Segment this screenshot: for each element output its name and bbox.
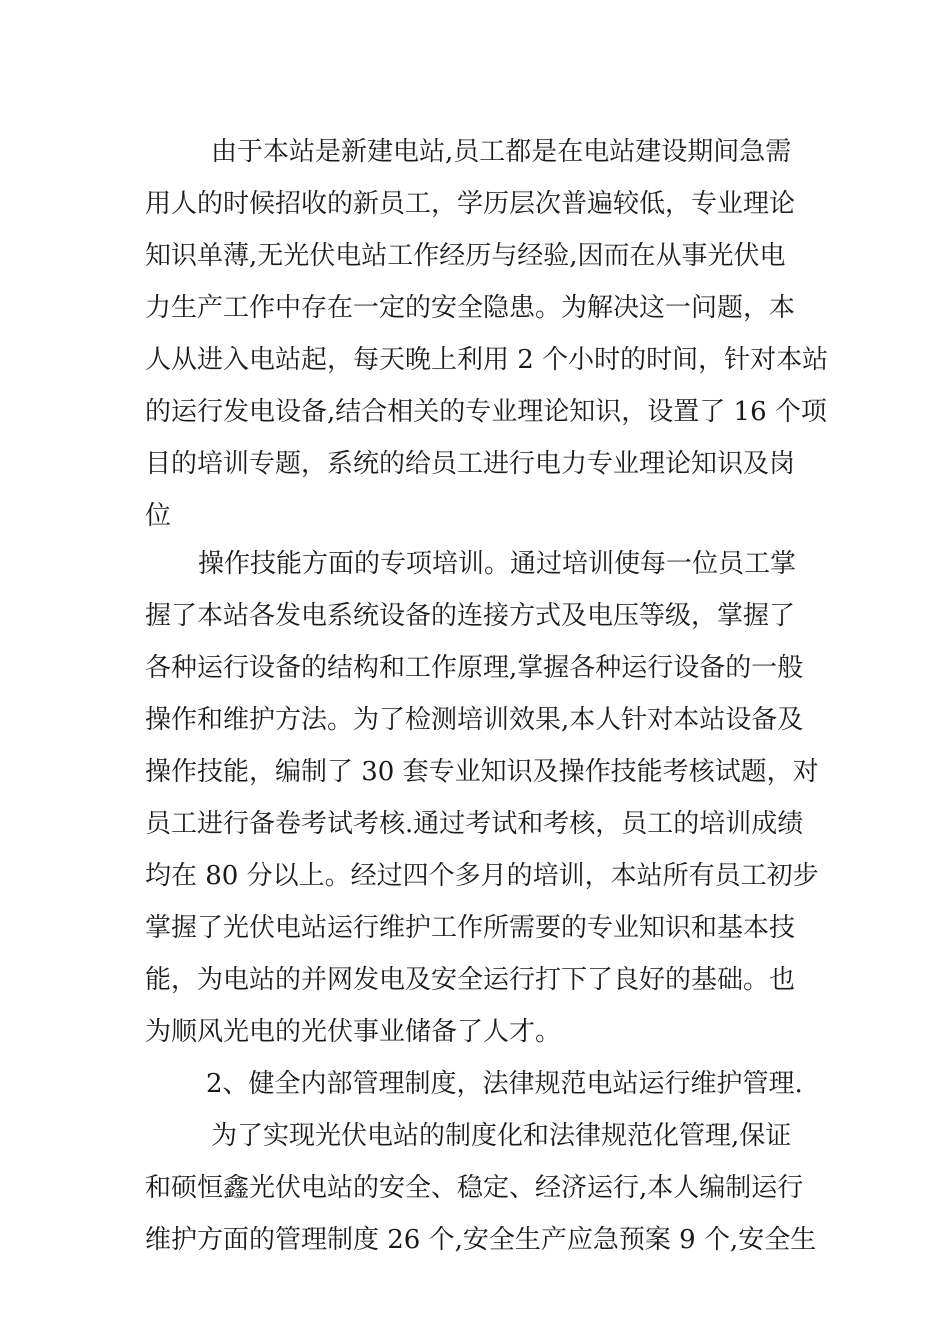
paragraph-4-line-2: 和硕恒鑫光伏电站的安全、稳定、经济运行,本人编制运行 <box>145 1173 804 1203</box>
paragraph-2-line-7: 均在 80 分以上。经过四个多月的培训，本站所有员工初步 <box>145 861 819 891</box>
paragraph-1-line-3: 知识单薄,无光伏电站工作经历与经验,因而在从事光伏电 <box>145 241 786 271</box>
paragraph-1-line-1: 由于本站是新建电站,员工都是在电站建设期间急需 <box>211 137 792 167</box>
section-heading-2: 2、健全内部管理制度，法律规范电站运行维护管理. <box>206 1069 803 1099</box>
paragraph-1-line-6: 的运行发电设备,结合相关的专业理论知识，设置了 16 个项 <box>145 397 827 427</box>
paragraph-1-line-7: 目的培训专题，系统的给员工进行电力专业理论知识及岗 <box>145 449 796 479</box>
paragraph-1-line-2: 用人的时候招收的新员工，学历层次普遍较低，专业理论 <box>145 189 796 219</box>
paragraph-2-line-10: 为顺风光电的光伏事业储备了人才。 <box>145 1017 562 1047</box>
paragraph-2-line-4: 操作和维护方法。为了检测培训效果,本人针对本站设备及 <box>145 705 804 735</box>
paragraph-2-line-8: 掌握了光伏电站运行维护工作所需要的专业知识和基本技 <box>145 913 796 943</box>
paragraph-2-line-1: 操作技能方面的专项培训。通过培训使每一位员工掌 <box>198 549 797 579</box>
paragraph-2-line-9: 能，为电站的并网发电及安全运行打下了良好的基础。也 <box>145 965 796 995</box>
paragraph-1-line-4: 力生产工作中存在一定的安全隐患。为解决这一问题，本 <box>145 293 796 323</box>
paragraph-2-line-2: 握了本站各发电系统设备的连接方式及电压等级，掌握了 <box>145 601 796 631</box>
paragraph-1-line-8: 位 <box>145 501 172 531</box>
paragraph-4-line-3: 维护方面的管理制度 26 个,安全生产应急预案 9 个,安全生 <box>145 1225 817 1255</box>
paragraph-2-line-6: 员工进行备卷考试考核.通过考试和考核，员工的培训成绩 <box>145 809 804 839</box>
paragraph-1-line-5: 人从进入电站起，每天晚上利用 2 个小时的时间，针对本站 <box>145 345 829 375</box>
paragraph-2-line-3: 各种运行设备的结构和工作原理,掌握各种运行设备的一般 <box>145 653 804 683</box>
paragraph-2-line-5: 操作技能，编制了 30 套专业知识及操作技能考核试题，对 <box>145 757 819 787</box>
paragraph-4-line-1: 为了实现光伏电站的制度化和法律规范化管理,保证 <box>211 1121 792 1151</box>
